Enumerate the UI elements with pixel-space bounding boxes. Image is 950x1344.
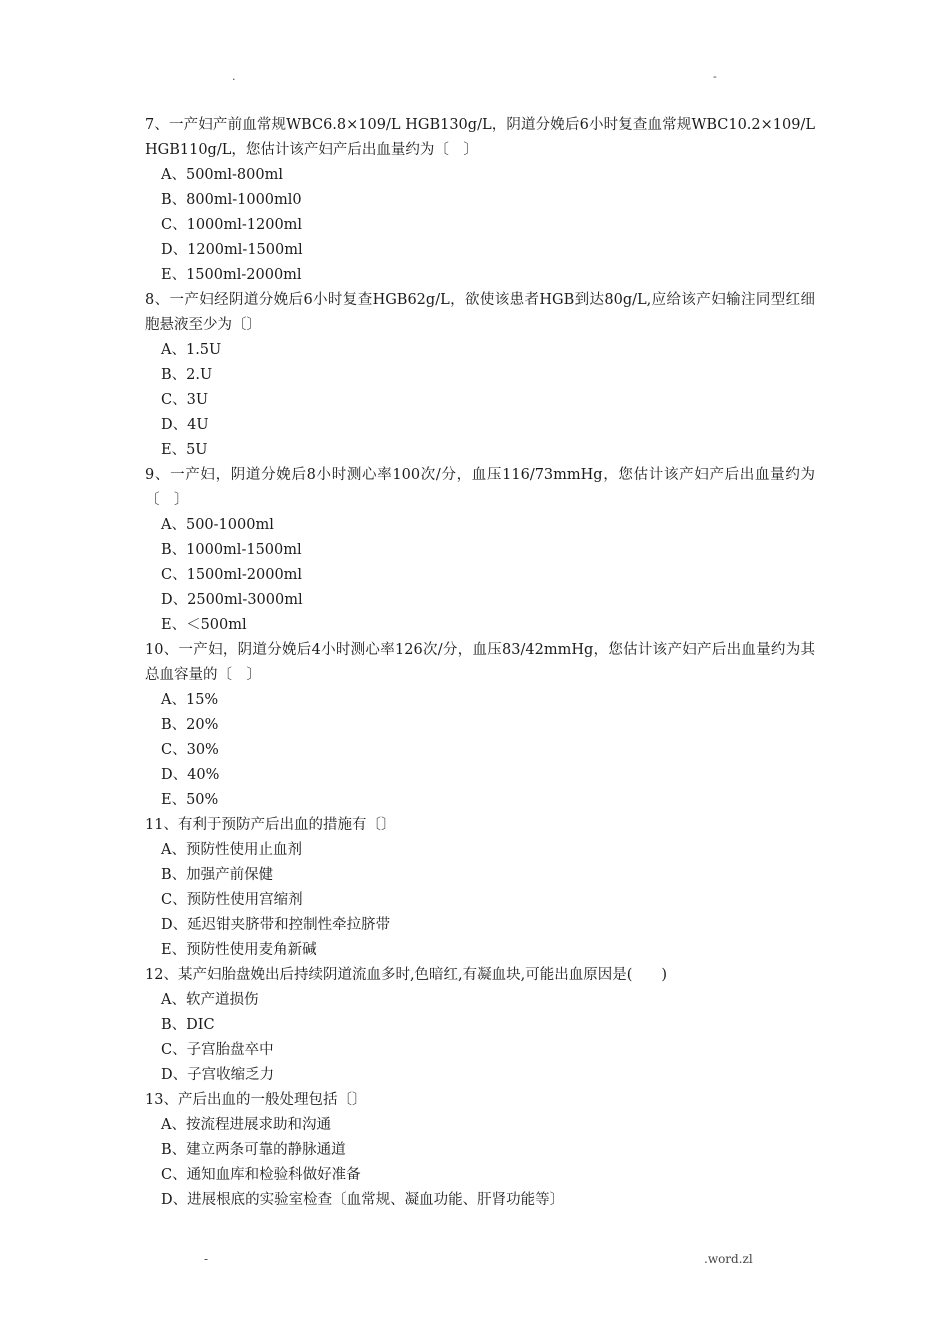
option-item: C、30% bbox=[161, 742, 219, 758]
option-item: D、延迟钳夹脐带和控制性牵拉脐带 bbox=[161, 917, 391, 933]
option-item: C、1500ml-2000ml bbox=[161, 567, 303, 583]
question-text: 12、某产妇胎盘娩出后持续阴道流血多时,色暗红,有凝血块,可能出血原因是( ) bbox=[145, 967, 668, 983]
option-item: E、5U bbox=[161, 442, 208, 458]
option-item: A、预防性使用止血剂 bbox=[161, 842, 302, 858]
question-text: 10、一产妇，阴道分娩后4小时测心率126次/分，血压83/42mmHg，您估计该产妇产后出血量约为其总血容量的〔 〕 bbox=[145, 642, 815, 683]
question-text: 13、产后出血的一般处理包括〔〕 bbox=[145, 1092, 367, 1108]
option-item: B、建立两条可靠的静脉通道 bbox=[161, 1142, 346, 1158]
question-13 bbox=[145, 1088, 815, 1213]
header-right-mark: - bbox=[713, 70, 717, 83]
option-item: C、子宫胎盘卒中 bbox=[161, 1042, 274, 1058]
option-item: E、50% bbox=[161, 792, 219, 808]
question-9 bbox=[145, 463, 815, 638]
question-text: 9、一产妇，阴道分娩后8小时测心率100次/分，血压116/73mmHg，您估计该产妇产后出血量约为〔 〕 bbox=[145, 467, 815, 508]
option-item: A、500-1000ml bbox=[161, 517, 274, 533]
option-list bbox=[145, 513, 815, 638]
option-item: D、进展根底的实验室检查〔血常规、凝血功能、肝肾功能等〕 bbox=[161, 1192, 565, 1208]
option-item: A、500ml-800ml bbox=[161, 167, 283, 183]
option-item: C、通知血库和检验科做好准备 bbox=[161, 1167, 361, 1183]
question-list bbox=[145, 113, 815, 1213]
option-item: B、1000ml-1500ml bbox=[161, 542, 302, 558]
option-list bbox=[145, 1113, 815, 1213]
option-item: D、子宫收缩乏力 bbox=[161, 1067, 275, 1083]
question-10 bbox=[145, 638, 815, 813]
header-left-mark: . bbox=[232, 70, 236, 83]
option-list bbox=[145, 988, 815, 1088]
question-text: 7、一产妇产前血常规WBC6.8×109/L HGB130g/L，阴道分娩后6小时复查血常规WBC10.2×109/L HGB110g/L，您估计该产妇产后出血量约为〔 〕 bbox=[145, 117, 815, 158]
option-item: B、加强产前保健 bbox=[161, 867, 274, 883]
footer-left-mark: - bbox=[204, 1252, 209, 1266]
option-list bbox=[145, 163, 815, 288]
question-text: 11、有利于预防产后出血的措施有〔〕 bbox=[145, 817, 396, 833]
option-item: D、2500ml-3000ml bbox=[161, 592, 303, 608]
option-list bbox=[145, 688, 815, 813]
option-item: C、1000ml-1200ml bbox=[161, 217, 303, 233]
question-11 bbox=[145, 813, 815, 963]
option-item: B、2.U bbox=[161, 367, 213, 383]
option-item: C、3U bbox=[161, 392, 209, 408]
question-7 bbox=[145, 113, 815, 288]
option-item: D、4U bbox=[161, 417, 209, 433]
option-item: C、预防性使用宫缩剂 bbox=[161, 892, 303, 908]
option-item: B、800ml-1000ml0 bbox=[161, 192, 302, 208]
option-list bbox=[145, 338, 815, 463]
option-item: A、15% bbox=[161, 692, 219, 708]
question-8 bbox=[145, 288, 815, 463]
option-item: D、40% bbox=[161, 767, 220, 783]
option-item: E、＜500ml bbox=[161, 617, 247, 633]
question-text: 8、一产妇经阴道分娩后6小时复查HGB62g/L，欲使该患者HGB到达80g/L,应给该产妇输注同型红细胞悬液至少为〔〕 bbox=[145, 292, 815, 333]
option-item: B、20% bbox=[161, 717, 219, 733]
option-list bbox=[145, 838, 815, 963]
option-item: E、1500ml-2000ml bbox=[161, 267, 302, 283]
option-item: B、DIC bbox=[161, 1017, 215, 1033]
option-item: A、软产道损伤 bbox=[161, 992, 259, 1008]
option-item: D、1200ml-1500ml bbox=[161, 242, 303, 258]
question-12 bbox=[145, 963, 815, 1088]
option-item: A、按流程进展求助和沟通 bbox=[161, 1117, 331, 1133]
option-item: A、1.5U bbox=[161, 342, 222, 358]
footer-right-mark: .word.zl bbox=[704, 1252, 753, 1266]
option-item: E、预防性使用麦角新碱 bbox=[161, 942, 317, 958]
